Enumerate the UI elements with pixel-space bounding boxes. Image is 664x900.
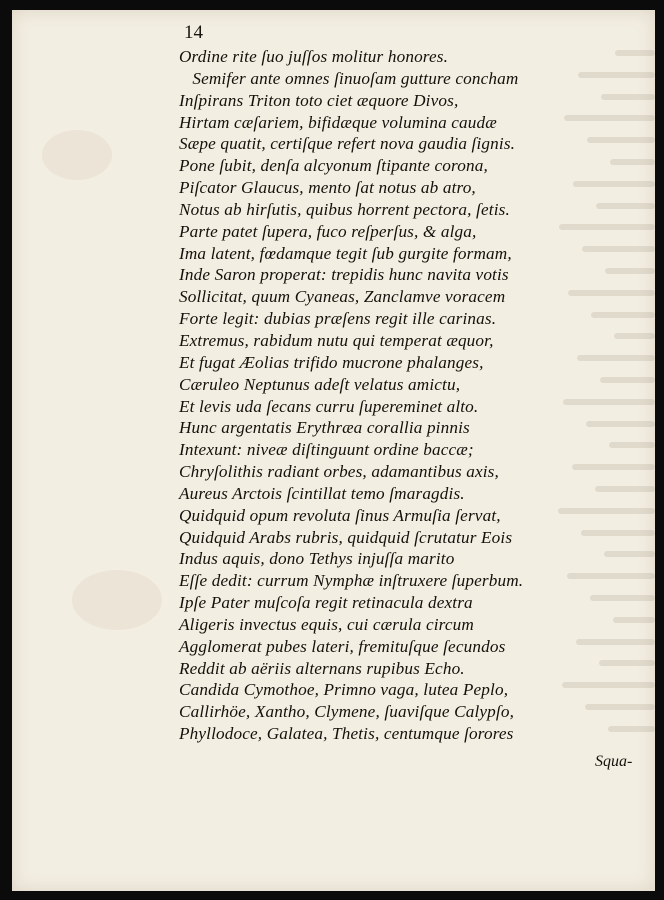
bleed-stroke	[545, 454, 655, 476]
poem-line: Reddit ab aëriis alternans rupibus Echo.	[179, 658, 465, 678]
bleed-stroke	[545, 716, 655, 738]
poem-line: Parte patet ſupera, fuco reſperſus, & alga,	[179, 221, 477, 241]
bleed-stroke	[545, 520, 655, 542]
bleed-stroke	[545, 411, 655, 433]
bleed-stroke	[545, 105, 655, 127]
bleed-stroke	[545, 476, 655, 498]
poem-line: Forte legit: dubias præſens regit ille carinas.	[179, 309, 497, 329]
bleed-stroke	[545, 127, 655, 149]
poem-line: Eſſe dedit: currum Nymphæ inſtruxere ſuperbum.	[179, 571, 524, 591]
bleed-stroke	[545, 585, 655, 607]
poem-line: Inſpirans Triton toto ciet æquore Divos,	[179, 90, 459, 110]
paper-stain	[72, 570, 162, 630]
bleed-stroke	[545, 236, 655, 258]
poem-line: Phyllodoce, Galatea, Thetis, centumque ſorores	[179, 724, 514, 744]
poem-line: Callirhöe, Xantho, Clymene, ſuaviſque Calypſo,	[179, 702, 515, 722]
bleed-stroke	[545, 629, 655, 651]
poem-line: Hirtam cæſariem, bifidæque volumina caudæ	[179, 112, 497, 132]
poem-line: Ima latent, fœdamque tegit ſub gurgite formam,	[179, 243, 512, 263]
bleed-stroke	[545, 563, 655, 585]
bleed-stroke	[545, 650, 655, 672]
poem-line: Intexunt: niveæ diſtinguunt ordine baccæ;	[179, 440, 474, 460]
bleed-stroke	[545, 432, 655, 454]
poem-line: Indus aquis, dono Tethys injuſſa marito	[179, 549, 455, 569]
bleed-stroke	[545, 40, 655, 62]
poem-text-block	[179, 46, 523, 745]
bleed-stroke	[545, 389, 655, 411]
bleed-stroke	[545, 607, 655, 629]
poem-line: Inde Saron properat: trepidis hunc navita votis	[179, 265, 509, 285]
poem-line: Piſcator Glaucus, mento ſat notus ab atro,	[179, 178, 476, 198]
paper-stain	[42, 130, 112, 180]
bleed-stroke	[545, 498, 655, 520]
catchword: Squa-	[595, 753, 633, 770]
bleed-stroke	[545, 345, 655, 367]
poem-line: Et fugat Æolias trifido mucrone phalanges,	[179, 352, 484, 372]
bleed-stroke	[545, 258, 655, 280]
bleed-stroke	[545, 672, 655, 694]
book-page	[12, 10, 655, 891]
page-number: 14	[184, 22, 203, 43]
poem-line: Et levis uda ſecans curru ſupereminet alto.	[179, 396, 479, 416]
bleed-stroke	[545, 171, 655, 193]
poem-line: Sæpe quatit, certiſque refert nova gaudia ſignis.	[179, 134, 516, 154]
poem-line: Cæruleo Neptunus adeſt velatus amictu,	[179, 374, 461, 394]
poem-line: Quidquid opum revoluta ſinus Armuſia ſervat,	[179, 505, 501, 525]
bleed-stroke	[545, 193, 655, 215]
poem-line: Pone ſubit, denſa alcyonum ſtipante corona,	[179, 156, 488, 176]
poem-line: Extremus, rabidum nutu qui temperat æquor,	[179, 330, 494, 350]
bleed-stroke	[545, 367, 655, 389]
poem-line: Agglomerat pubes lateri, fremituſque ſecundos	[179, 636, 506, 656]
bleed-stroke	[545, 541, 655, 563]
poem-line: Sollicitat, quum Cyaneas, Zanclamve voracem	[179, 287, 506, 307]
bleed-through-texture	[545, 40, 655, 740]
bleed-stroke	[545, 84, 655, 106]
bleed-stroke	[545, 149, 655, 171]
bleed-stroke	[545, 62, 655, 84]
poem-line: Hunc argentatis Erythræa corallia pinnis	[179, 418, 470, 438]
bleed-stroke	[545, 694, 655, 716]
poem-line: Aligeris invectus equis, cui cærula circum	[179, 614, 474, 634]
poem-line: Ordine rite ſuo juſſos molitur honores.	[179, 47, 449, 66]
poem-line: Quidquid Arabs rubris, quidquid ſcrutatur Eois	[179, 527, 513, 547]
bleed-stroke	[545, 280, 655, 302]
poem-line: Semifer ante omnes ſinuoſam gutture concham	[179, 68, 519, 88]
bleed-stroke	[545, 214, 655, 236]
poem-line: Ipſe Pater muſcoſa regit retinacula dextra	[179, 593, 473, 613]
bleed-stroke	[545, 302, 655, 324]
poem-line: Candida Cymothoe, Primno vaga, lutea Peplo,	[179, 680, 509, 700]
poem-line: Chryſolithis radiant orbes, adamantibus axis,	[179, 462, 499, 482]
bleed-stroke	[545, 323, 655, 345]
poem-line: Notus ab hirſutis, quibus horrent pectora, ſetis.	[179, 199, 510, 219]
poem-line: Aureus Arctois ſcintillat temo ſmaragdis.	[179, 483, 465, 503]
